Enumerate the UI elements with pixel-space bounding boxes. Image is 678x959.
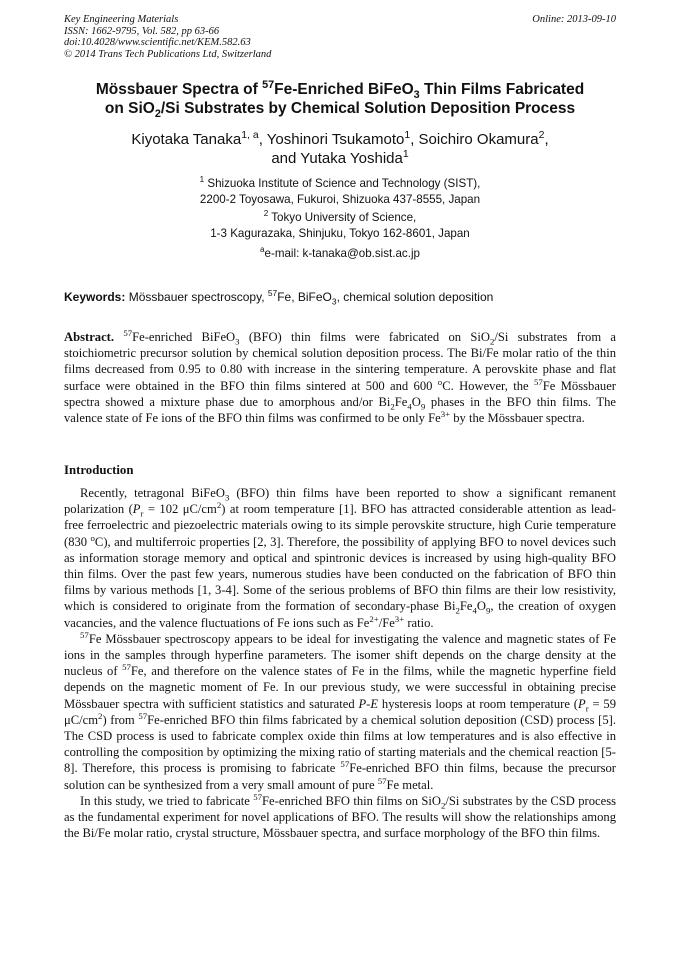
- sup: 57: [253, 791, 263, 802]
- text: hysteresis loops at room temperature (: [378, 696, 578, 711]
- affiliation-1: [64, 176, 616, 208]
- sub: r: [140, 508, 144, 519]
- text: Fe: [459, 599, 473, 614]
- intro-paragraph-1: [64, 485, 616, 631]
- copyright-line: © 2014 Trans Tech Publications Ltd, Switzerland: [64, 48, 272, 60]
- title-text: Thin Films Fabricated: [419, 81, 585, 98]
- section-heading-introduction: Introduction: [64, 463, 134, 477]
- email-line: [64, 246, 616, 262]
- email-address[interactable]: e-mail: k-tanaka@ob.sist.ac.jp: [264, 247, 420, 260]
- text: Fe, and therefore on the valence states of Fe in the films, while the magnetic hyperfine field depends on the magnetic moment of Fe. In our previous study, we were successful in obtaining precise Mössbauer spectra with sufficient statistics and saturated: [64, 664, 616, 711]
- text: (BFO) thin films have been reported to show a significant remanent polarization (: [64, 486, 616, 517]
- author-name: and Yutaka Yoshida: [271, 150, 403, 167]
- sub: 2: [489, 336, 495, 347]
- text: ratio.: [404, 615, 434, 630]
- affil-sup: 1: [199, 175, 205, 185]
- keywords-text: , chemical solution deposition: [336, 290, 494, 304]
- doi-line: doi:10.4028/www.scientific.net/KEM.582.63: [64, 37, 251, 48]
- online-date: Online: 2013-09-10: [532, 14, 616, 25]
- sub: r: [585, 703, 589, 714]
- text: In this study, we tried to fabricate: [80, 793, 254, 808]
- title-sub: 3: [413, 89, 420, 102]
- keywords-sup: 57: [267, 288, 278, 298]
- sup: 2: [98, 710, 103, 721]
- sup: 57: [123, 327, 133, 338]
- sup: 57: [122, 662, 131, 673]
- author-affil-sup: 1: [404, 129, 411, 141]
- sup: 57: [80, 629, 89, 640]
- keywords-text: Fe, BiFeO: [277, 290, 332, 304]
- keywords: [64, 290, 624, 305]
- sub: 3: [235, 336, 240, 347]
- text: /Si substrates by the CSD process as the fundamental experiment for novel applications of BFO. The results will show the relationships among the Bi/Fe molar ratio, crystal structure, Mössbauer spectra, and surface morphology of the BFO thin films.: [64, 793, 616, 841]
- author-sep: ,: [544, 131, 549, 148]
- symbol: P-E: [358, 696, 379, 711]
- author-name: , Soichiro Okamura: [410, 131, 539, 148]
- title-sup: 57: [262, 78, 275, 91]
- text: Fe: [394, 394, 408, 409]
- text: O: [411, 394, 421, 409]
- title-text: Mössbauer Spectra of: [95, 81, 263, 98]
- affil-text: 2200-2 Toyosawa, Fukuroi, Shizuoka 437-8555, Japan: [199, 193, 481, 206]
- sub: 9: [420, 401, 426, 412]
- sup: 57: [533, 376, 543, 387]
- text: /Fe: [378, 615, 395, 630]
- text: Fe metal.: [386, 777, 434, 792]
- text: Recently, tetragonal BiFeO: [80, 486, 225, 500]
- affil-text: Shizuoka Institute of Science and Technology (SIST),: [204, 177, 481, 190]
- text: Fe-enriched BFO thin films, because the precursor solution can be synthesized from a very small amount of pure: [64, 761, 616, 792]
- sup: o: [90, 532, 95, 543]
- symbol: P: [578, 696, 586, 711]
- email-sup: a: [260, 245, 265, 255]
- sup: o: [437, 376, 443, 387]
- text: = 59 μC/cm: [64, 696, 616, 727]
- text: C. However, the: [442, 378, 534, 393]
- sub: 2: [441, 800, 446, 811]
- text: Fe-enriched BFO thin films fabricated by a chemical solution deposition (CSD) process [5]. The CSD process is used to fabricate complex oxide thin films at low temperatures and is also effective in controlling the composition by optimizing the mixing ratio of starting materials and the chemical reaction [5-8]. Therefore, this process is promising to fabricate: [64, 712, 616, 776]
- author-affil-sup: 2: [538, 129, 545, 141]
- text: (BFO) thin films were fabricated on SiO: [239, 330, 490, 344]
- sub: 9: [486, 605, 491, 616]
- introduction-body: [64, 485, 616, 841]
- sub: 2: [455, 605, 460, 616]
- text: phases in the BFO thin films. The valence state of Fe ions of the BFO thin films was confirmed to be only Fe: [64, 394, 616, 426]
- author-name: Kiyotaka Tanaka: [131, 131, 242, 148]
- sup: 57: [138, 710, 148, 721]
- text: Fe-enriched BFO thin films on SiO: [262, 793, 442, 808]
- title-sub: 2: [154, 108, 161, 121]
- symbol: P: [132, 502, 141, 517]
- affil-text: Tokyo University of Science,: [268, 211, 417, 224]
- text: by the Mössbauer spectra.: [450, 411, 585, 426]
- affil-text: 1-3 Kagurazaka, Shinjuku, Tokyo 162-8601, Japan: [210, 227, 470, 240]
- sub: 3: [224, 492, 230, 503]
- keywords-text: Mössbauer spectroscopy,: [125, 290, 268, 304]
- sub: 4: [407, 401, 412, 412]
- sub: 4: [472, 605, 477, 616]
- running-header: [64, 14, 616, 60]
- affil-sup: 2: [263, 209, 269, 219]
- abstract: [64, 329, 616, 426]
- keywords-label: Keywords:: [64, 290, 126, 304]
- text: , the creation of oxygen vacancies, and the valence fluctuations of Fe ions such as Fe: [64, 599, 617, 630]
- sup: 3+: [440, 408, 451, 419]
- text: O: [476, 599, 486, 614]
- intro-paragraph-3: [64, 793, 616, 842]
- journal-name: Key Engineering Materials: [64, 14, 179, 25]
- text: = 102 μC/cm: [143, 502, 217, 517]
- sup: 3+: [394, 613, 405, 624]
- author-list: [64, 130, 616, 168]
- text: /Si substrates from a stoichiometric precursor solution by chemical solution deposition process. The Bi/Fe molar ratio of the thin films decreased from 0.95 to 0.80 with increase in the sintering temperature. A perovskite phase and flat surface were obtained in the BFO thin films sintered at 500 and 600: [64, 330, 616, 393]
- title-text: on SiO: [104, 100, 155, 117]
- text: Fe-enriched BiFeO: [132, 330, 236, 344]
- intro-paragraph-2: [64, 631, 616, 793]
- sup: 2+: [369, 613, 379, 624]
- author-affil-sup: 1, a: [241, 129, 259, 141]
- text: ) from: [102, 712, 139, 727]
- text: C), and multiferroic properties [2, 3]. Therefore, the possibility of applying BFO to novel devices such as information storage memory and optical and spintronic devices is increased by using high-quality BFO thin films. Over the past few years, numerous studies have been conducted on the fabrication of BFO thin films by various methods [1, 3-4]. Some of the serious problems of BFO thin films are their low resistivity, which is considered to originate from the formation of secondary-phase Bi: [64, 534, 617, 614]
- paper-title: [64, 78, 616, 121]
- sub: 2: [390, 401, 395, 412]
- title-text: Fe-Enriched BiFeO: [274, 81, 414, 98]
- text: Fe Mössbauer spectra showed a mixture phase due to amorphous and/or Bi: [64, 378, 616, 409]
- title-text: /Si Substrates by Chemical Solution Deposition Process: [160, 100, 576, 117]
- issn-line: ISSN: 1662-9795, Vol. 582, pp 63-66: [64, 25, 220, 37]
- text: Fe Mössbauer spectroscopy appears to be ideal for investigating the valence and magnetic states of Fe ions in the samples through hyperfine parameters. The isomer shift depends on the charge density at the nucleus of: [64, 631, 616, 679]
- affiliation-2: [64, 210, 616, 242]
- abstract-label: Abstract.: [64, 330, 115, 344]
- text: ) at room temperature [1]. BFO has attracted considerable attention as lead-free ferroelectric and piezoelectric materials owing to its simple perovskite structure, high Curie temperature (830: [64, 502, 616, 549]
- abstract-paragraph: [64, 329, 616, 426]
- sup: 2: [216, 500, 222, 511]
- keywords-sub: 3: [331, 296, 337, 307]
- sup: 57: [377, 775, 387, 786]
- author-affil-sup: 1: [402, 148, 409, 160]
- sup: 57: [340, 759, 350, 770]
- author-name: , Yoshinori Tsukamoto: [258, 131, 405, 148]
